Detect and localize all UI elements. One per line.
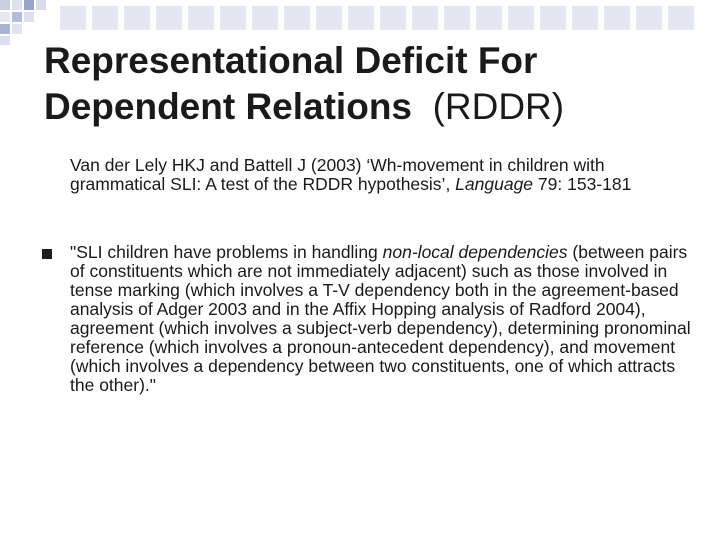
citation-prefix: Van der Lely HKJ and Battell J (2003) ‘Wh-movement in children with grammatical SLI: A test of the RDDR hypothesis’, bbox=[70, 155, 605, 194]
slide-title-main: Representational Deficit For Dependent Relations bbox=[44, 40, 538, 127]
slide-title bbox=[44, 38, 694, 130]
square-bullet-icon bbox=[42, 249, 52, 259]
slide-title-abbreviation: (RDDR) bbox=[432, 86, 565, 127]
bullet-quote-text bbox=[70, 243, 695, 395]
quote-emphasis: non-local dependencies bbox=[382, 242, 568, 262]
quote-suffix: (between pairs of constituents which are not immediately adjacent) such as those involved in tense marking (which involves a T-V dependency both in the agreement-based analysis of Adger 2003 and in the Affix Hopping analysis of Radford 2004), agreement (which involves a subject-verb dependency), determining pronominal reference (which involves a pronoun-antecedent dependency), and movement (which involves a dependency between two constituents, one of which attracts the other)." bbox=[70, 242, 691, 395]
quote-prefix: "SLI children have problems in handling bbox=[70, 242, 383, 262]
citation-text bbox=[70, 156, 692, 194]
citation-suffix: 79: 153-181 bbox=[533, 174, 632, 194]
citation-journal: Language bbox=[455, 174, 534, 194]
